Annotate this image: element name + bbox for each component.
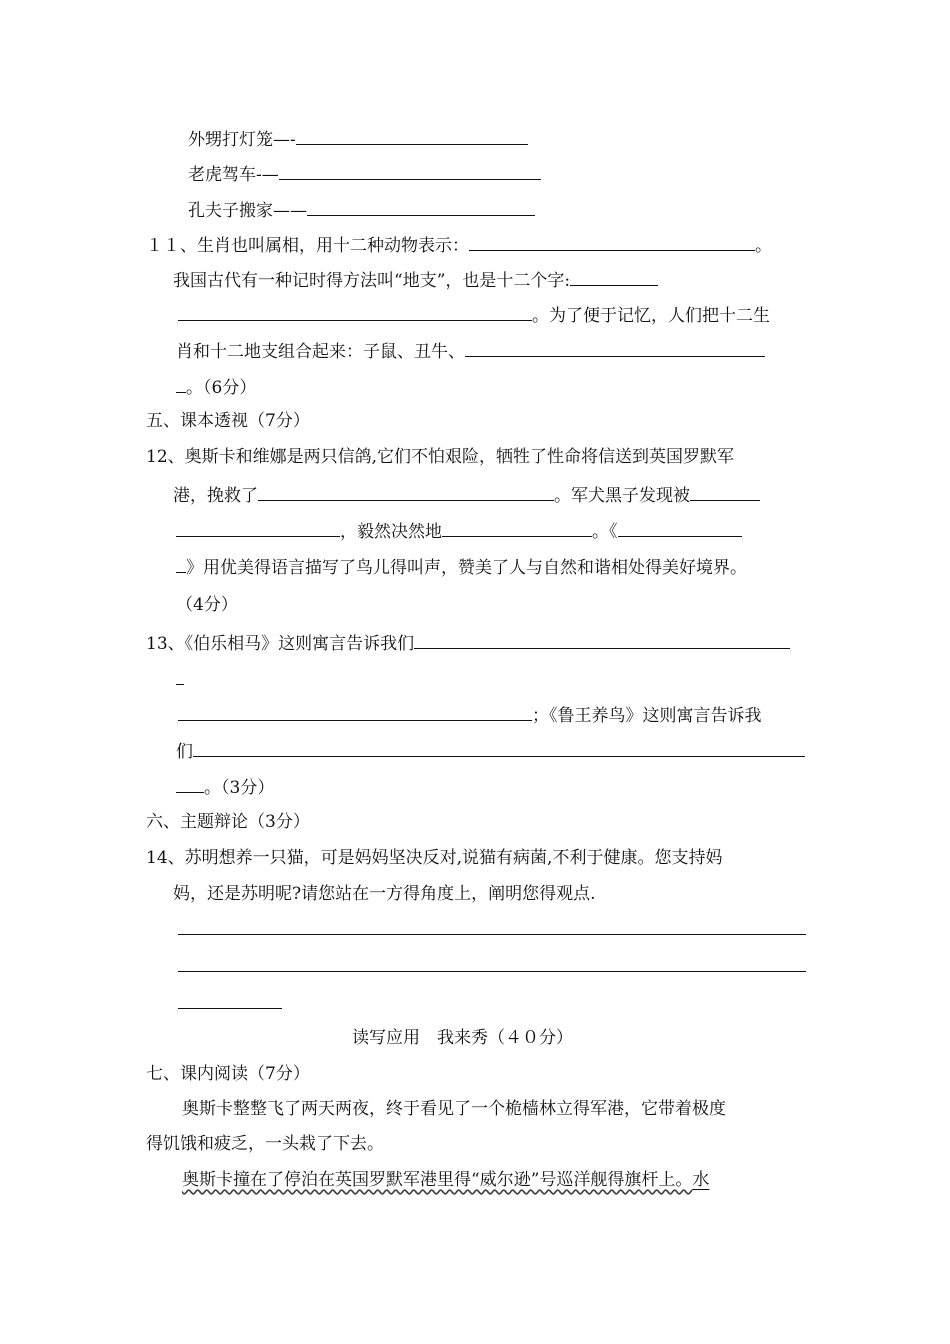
q13-text-1: 13、《伯乐相马》这则寓言告诉我们 — [146, 634, 415, 654]
q13-text-3-end: ；《鲁王养鸟》这则寓言告诉我 — [532, 706, 762, 726]
q11-line-4 — [176, 338, 765, 364]
q11-text-1-end: 。 — [755, 236, 772, 256]
q11-text-3-end: 。为了便于记忆，人们把十二生 — [532, 306, 770, 326]
q14-answer-line-1[interactable] — [178, 934, 806, 935]
q11-text-2: 我国古代有一种记时得方法叫“地支”，也是十二个字: — [173, 271, 571, 291]
q12-line-4 — [176, 554, 747, 580]
q11-line-5 — [176, 374, 256, 400]
riddle-1 — [188, 126, 528, 152]
q12-text-2-end: 。军犬黑子发现被 — [554, 486, 690, 506]
q11-blank-combo-b[interactable] — [176, 374, 186, 393]
q14-answer-line-2[interactable] — [178, 971, 806, 972]
q12-blank-rescued[interactable] — [258, 482, 554, 501]
q13-line-2 — [176, 666, 184, 692]
section-7-title: 七、课内阅读（7分） — [146, 1064, 310, 1084]
q11-text-1: １１、生肖也叫属相，用十二种动物表示： — [146, 236, 469, 256]
section-6-title: 六、主题辩论（3分） — [146, 812, 310, 832]
riddle-2-text: 老虎驾车-— — [188, 165, 279, 185]
q14-answer-line-3[interactable] — [178, 1008, 282, 1009]
q12-line-3 — [176, 518, 742, 544]
q11-blank-dizhi-a[interactable] — [570, 267, 658, 286]
q12-blank-title-a[interactable] — [618, 518, 742, 537]
q12-blank-found-b[interactable] — [176, 518, 340, 537]
q13-blank-bole-a[interactable] — [414, 630, 790, 649]
riddle-1-blank[interactable] — [296, 126, 528, 145]
q12-line-1: 12、奥斯卡和维娜是两只信鸽,它们不怕艰险，牺牲了性命将信送到英国罗默军 — [146, 447, 735, 467]
q12-text-4-end: 》用优美得语言描写了鸟儿得叫声，赞美了人与自然和谐相处得美好境界。 — [186, 558, 747, 578]
q12-blank-title-b[interactable] — [176, 554, 186, 573]
q11-blank-combo-a[interactable] — [465, 338, 765, 357]
section-5-title: 五、课本透视（7分） — [146, 411, 310, 431]
passage-line-2: 得饥饿和疲乏，一头栽了下去。 — [146, 1134, 384, 1154]
q12-text-3-mid: ，毅然决然地 — [340, 522, 442, 542]
q13-blank-bole-c[interactable] — [178, 702, 532, 721]
passage-line-3 — [182, 1168, 709, 1192]
q13-blank-luwang-b[interactable] — [176, 774, 204, 793]
q12-score: （4分） — [176, 595, 238, 615]
q13-blank-luwang-a[interactable] — [193, 738, 805, 757]
riddle-3-text: 孔夫子搬家—— — [188, 201, 307, 221]
q12-text-2: 港，挽救了 — [173, 486, 258, 506]
q13-line-5 — [176, 774, 274, 800]
q11-text-5-end: 。（6分） — [186, 378, 257, 398]
q13-line-4 — [176, 738, 805, 764]
q14-line-2: 妈，还是苏明呢?请您站在一方得角度上，阐明您得观点. — [173, 884, 596, 904]
riddle-3-blank[interactable] — [307, 197, 535, 216]
q11-line-1 — [146, 232, 772, 258]
q13-line-1 — [146, 630, 790, 656]
q12-blank-found-a[interactable] — [690, 482, 760, 501]
q11-text-4: 肖和十二地支组合起来：子鼠、丑牛、 — [176, 342, 465, 362]
q12-blank-action[interactable] — [442, 518, 592, 537]
q13-blank-bole-b[interactable] — [176, 666, 184, 685]
riddle-1-text: 外甥打灯笼—- — [188, 130, 296, 150]
q11-line-3 — [178, 302, 770, 328]
passage-line-1: 奥斯卡整整飞了两天两夜，终于看见了一个桅樯林立得军港，它带着极度 — [182, 1099, 726, 1119]
passage-underlined-text: 水 — [692, 1170, 710, 1190]
q14-line-1: 14、苏明想养一只猫，可是妈妈坚决反对,说猫有病菌,不利于健康。您支持妈 — [146, 848, 723, 868]
riddle-3 — [188, 197, 535, 223]
riddle-2-blank[interactable] — [279, 161, 541, 180]
q12-line-2 — [173, 482, 760, 508]
q13-line-3 — [178, 702, 762, 728]
part-title: 读写应用 我来秀（４０分） — [352, 1028, 573, 1048]
q12-text-3-end: 。《 — [592, 522, 618, 542]
q13-text-5-end: 。（3分） — [204, 778, 275, 798]
riddle-2 — [188, 161, 541, 187]
q11-blank-animals[interactable] — [469, 232, 755, 251]
q11-blank-dizhi-b[interactable] — [178, 302, 532, 321]
q11-line-2 — [173, 267, 658, 293]
passage-wavy-sentence: 奥斯卡撞在了停泊在英国罗默军港里得“威尔逊”号巡洋舰得旗杆上。 — [182, 1170, 693, 1190]
q13-text-4: 们 — [176, 742, 193, 762]
